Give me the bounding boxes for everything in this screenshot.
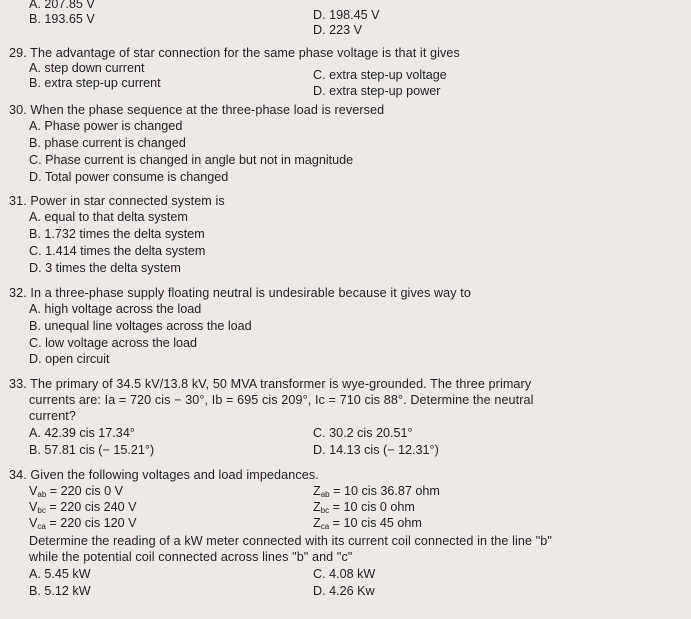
voltage-vca: $V_{ca} = 220$ cis 120 V bbox=[29, 516, 137, 531]
q34-option-b: B. 5.12 kW bbox=[29, 584, 91, 598]
q32-option-d: D. open circuit bbox=[29, 352, 110, 366]
q30-option-d: D. Total power consume is changed bbox=[29, 170, 229, 184]
q29-option-c: C. extra step-up voltage bbox=[313, 68, 447, 82]
q31-option-c: C. 1.414 times the delta system bbox=[29, 244, 206, 258]
q29-option-d: D. extra step-up power bbox=[313, 84, 441, 98]
q31-option-b: B. 1.732 times the delta system bbox=[29, 227, 205, 241]
q33-option-c: C. 30.2 cis 20.51° bbox=[313, 426, 413, 440]
question-34-line2: Determine the reading of a kW meter connected with its current coil connected in the line "b" bbox=[29, 534, 552, 548]
question-34-line3: while the potential coil connected across lines "b" and "c" bbox=[29, 550, 353, 564]
prev-option-a: A. 207.85 V bbox=[29, 0, 95, 11]
question-32: 32. In a three-phase supply floating neutral is undesirable because it gives way to bbox=[9, 286, 471, 300]
zbc-subscript: bc bbox=[320, 506, 330, 515]
vab-subscript: ab bbox=[37, 490, 47, 499]
q34-option-d: D. 4.26 Kw bbox=[313, 584, 375, 598]
zca-subscript: ca bbox=[320, 522, 330, 531]
q30-option-b: B. phase current is changed bbox=[29, 136, 186, 150]
voltage-vab: $V_{ab} = 220$ cis 0 V bbox=[29, 484, 123, 499]
q29-option-b: B. extra step-up current bbox=[29, 76, 161, 90]
question-31: 31. Power in star connected system is bbox=[9, 194, 225, 208]
vbc-subscript: bc bbox=[37, 506, 46, 515]
prev-option-d: D. 198.45 V bbox=[313, 8, 380, 22]
vca-subscript: ca bbox=[37, 522, 46, 531]
q32-option-a: A. high voltage across the load bbox=[29, 302, 202, 316]
q31-option-d: D. 3 times the delta system bbox=[29, 261, 181, 275]
question-33-line3: current? bbox=[29, 409, 76, 423]
q34-option-c: C. 4.08 kW bbox=[313, 567, 376, 581]
zab-subscript: ab bbox=[320, 490, 330, 499]
prev-option-b: B. 193.65 V bbox=[29, 12, 95, 26]
question-30: 30. When the phase sequence at the three-phase load is reversed bbox=[9, 103, 385, 117]
q33-option-a: A. 42.39 cis 17.34° bbox=[29, 426, 135, 440]
q33-option-d: D. 14.13 cis (− 12.31°) bbox=[313, 443, 439, 457]
q34-option-a: A. 5.45 kW bbox=[29, 567, 91, 581]
question-33: 33. The primary of 34.5 kV/13.8 kV, 50 MVA transformer is wye-grounded. The three primary bbox=[9, 377, 532, 391]
question-33-line2: currents are: Ia = 720 cis − 30°, Ib = 695 cis 209°, Ic = 710 cis 88°. Determine the neutral bbox=[29, 393, 534, 407]
question-29: 29. The advantage of star connection for the same phase voltage is that it gives bbox=[9, 46, 460, 60]
prev-option-d-alt: D. 223 V bbox=[313, 23, 363, 37]
question-34: 34. Given the following voltages and load impedances. bbox=[9, 468, 319, 482]
q30-option-c: C. Phase current is changed in angle but not in magnitude bbox=[29, 153, 354, 167]
q32-option-c: C. low voltage across the load bbox=[29, 336, 198, 350]
voltage-vbc: $V_{bc} = 220$ cis 240 V bbox=[29, 500, 137, 515]
q29-option-a: A. step down current bbox=[29, 61, 145, 75]
impedance-zbc: $Z_{bc} = 10$ cis 0 ohm bbox=[313, 500, 415, 515]
q31-option-a: A. equal to that delta system bbox=[29, 210, 188, 224]
q30-option-a: A. Phase power is changed bbox=[29, 119, 183, 133]
impedance-zab: $Z_{ab} = 10$ cis 36.87 ohm bbox=[313, 484, 440, 499]
q33-option-b: B. 57.81 cis (− 15.21°) bbox=[29, 443, 155, 457]
impedance-zca: $Z_{ca} = 10$ cis 45 ohm bbox=[313, 516, 422, 531]
q32-option-b: B. unequal line voltages across the load bbox=[29, 319, 252, 333]
